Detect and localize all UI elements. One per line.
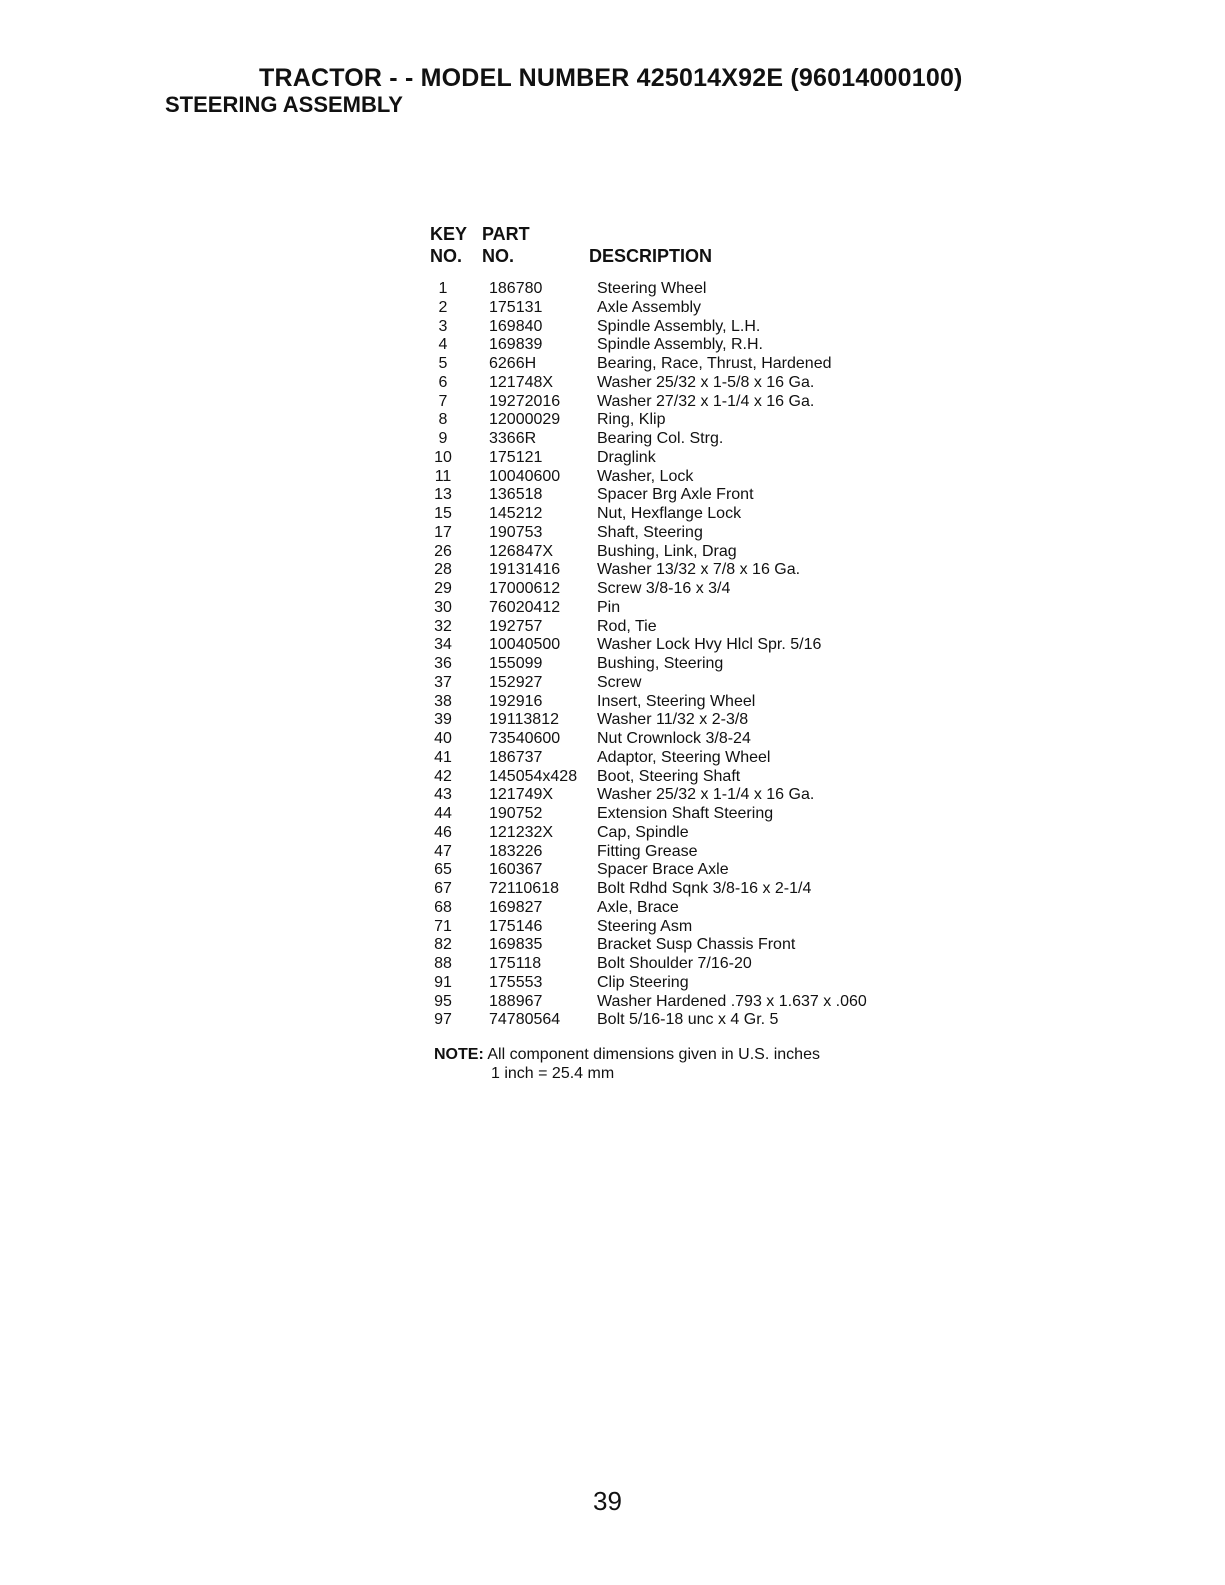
row-part-number: 19272016 (489, 392, 561, 410)
table-row (427, 786, 947, 805)
row-part-number: 19131416 (489, 561, 561, 579)
header-part-line2: NO. (482, 246, 515, 266)
row-description: Washer Lock Hvy Hlcl Spr. 5/16 (597, 636, 822, 654)
table-row (427, 1011, 947, 1030)
section-title: STEERING ASSEMBLY (165, 92, 403, 117)
row-part-number: 10040500 (489, 636, 561, 654)
row-key: 2 (438, 298, 448, 316)
row-key: 28 (434, 561, 452, 579)
row-key: 88 (434, 955, 452, 972)
row-key: 13 (434, 486, 452, 504)
row-description: Bushing, Steering (597, 655, 724, 672)
table-row (427, 580, 947, 599)
table-row (427, 861, 947, 880)
table-row (427, 336, 947, 355)
row-description: Screw (597, 673, 642, 691)
row-key: 29 (434, 580, 452, 597)
header-description: DESCRIPTION (589, 246, 713, 266)
row-part-number: 12000029 (489, 411, 561, 429)
header-key-line1: KEY (430, 224, 468, 244)
table-row (427, 974, 947, 993)
page-number: 39 (593, 1486, 622, 1516)
row-description: Bolt Shoulder 7/16-20 (597, 955, 752, 972)
note-label: NOTE: (434, 1046, 484, 1063)
row-key: 15 (434, 505, 452, 522)
row-part-number: 145054x428 (489, 767, 578, 785)
table-row (427, 374, 947, 393)
row-key: 10 (434, 448, 452, 466)
table-row (427, 486, 947, 505)
row-description: Bolt Rdhd Sqnk 3/8-16 x 2-1/4 (597, 880, 812, 897)
table-row (427, 543, 947, 562)
table-row (427, 936, 947, 955)
note-line2: 1 inch = 25.4 mm (491, 1065, 615, 1082)
row-description: Fitting Grease (597, 842, 698, 860)
row-key: 9 (438, 430, 448, 447)
row-part-number: 175131 (489, 298, 543, 316)
row-part-number: 169840 (489, 317, 543, 335)
row-description: Washer 13/32 x 7/8 x 16 Ga. (597, 561, 801, 579)
table-row (427, 693, 947, 712)
table-row (427, 711, 947, 730)
row-key: 17 (434, 523, 452, 541)
row-key: 46 (434, 823, 452, 841)
table-row (427, 636, 947, 655)
row-part-number: 190752 (489, 805, 543, 822)
row-description: Adaptor, Steering Wheel (597, 748, 771, 766)
row-part-number: 121749X (489, 786, 554, 804)
row-key: 40 (434, 730, 452, 747)
row-key: 91 (434, 973, 452, 991)
row-key: 47 (434, 842, 452, 860)
row-key: 5 (438, 355, 448, 372)
note-line1: All component dimensions given in U.S. inches (483, 1046, 820, 1063)
table-row (427, 749, 947, 768)
table-row (427, 411, 947, 430)
row-part-number: 17000612 (489, 580, 561, 597)
row-part-number: 160367 (489, 861, 543, 879)
row-key: 82 (434, 936, 452, 954)
table-row (427, 880, 947, 899)
table-row (427, 355, 947, 374)
row-part-number: 175553 (489, 973, 543, 991)
row-key: 39 (434, 711, 452, 729)
row-key: 30 (434, 598, 452, 616)
row-key: 32 (434, 617, 452, 635)
row-description: Boot, Steering Shaft (597, 767, 741, 785)
row-description: Ring, Klip (597, 411, 666, 429)
row-description: Clip Steering (597, 973, 689, 991)
row-key: 1 (438, 280, 448, 297)
row-part-number: 6266H (489, 355, 537, 372)
row-part-number: 190753 (489, 523, 543, 541)
row-key: 43 (434, 786, 452, 804)
row-description: Washer 11/32 x 2-3/8 (597, 711, 749, 729)
table-row (427, 280, 947, 299)
row-key: 65 (434, 861, 452, 879)
row-description: Extension Shaft Steering (597, 805, 774, 822)
table-row (427, 655, 947, 674)
row-description: Spindle Assembly, R.H. (597, 336, 763, 354)
header-key-line2: NO. (430, 246, 463, 266)
row-part-number: 169839 (489, 336, 543, 354)
row-description: Washer 25/32 x 1-5/8 x 16 Ga. (597, 373, 815, 391)
row-key: 42 (434, 767, 452, 785)
row-key: 97 (434, 1011, 452, 1029)
row-key: 44 (434, 805, 452, 822)
row-part-number: 136518 (489, 486, 543, 504)
table-row (427, 768, 947, 787)
row-part-number: 169835 (489, 936, 543, 954)
row-description: Cap, Spindle (597, 823, 689, 841)
row-part-number: 192757 (489, 617, 543, 635)
table-row (427, 824, 947, 843)
table-row (427, 430, 947, 449)
table-row (427, 993, 947, 1012)
row-description: Washer 25/32 x 1-1/4 x 16 Ga. (597, 786, 815, 804)
table-row (427, 730, 947, 749)
table-row (427, 468, 947, 487)
row-description: Bracket Susp Chassis Front (597, 936, 796, 954)
table-row (427, 674, 947, 693)
row-part-number: 155099 (489, 655, 543, 672)
row-description: Spindle Assembly, L.H. (597, 317, 761, 335)
row-part-number: 175146 (489, 917, 543, 935)
row-part-number: 121748X (489, 373, 554, 391)
row-description: Rod, Tie (597, 617, 657, 635)
table-row (427, 318, 947, 337)
table-row (427, 505, 947, 524)
table-row (427, 561, 947, 580)
header-part-line1: PART (482, 224, 530, 244)
row-description: Axle, Brace (597, 898, 679, 916)
row-part-number: 10040600 (489, 467, 561, 485)
row-key: 3 (438, 317, 448, 335)
row-part-number: 19113812 (489, 711, 559, 729)
table-row (427, 299, 947, 318)
row-key: 71 (434, 917, 452, 935)
row-part-number: 73540600 (489, 730, 561, 747)
table-row (427, 955, 947, 974)
row-key: 7 (438, 392, 448, 410)
row-part-number: 169827 (489, 898, 543, 916)
table-row (427, 449, 947, 468)
parts-list-rows (427, 280, 947, 1030)
row-key: 38 (434, 692, 452, 710)
table-row (427, 805, 947, 824)
parts-list (427, 224, 947, 1029)
row-description: Bolt 5/16-18 unc x 4 Gr. 5 (597, 1011, 779, 1029)
row-key: 95 (434, 992, 452, 1010)
table-row (427, 843, 947, 862)
row-description: Bearing, Race, Thrust, Hardened (597, 355, 832, 372)
row-key: 67 (434, 880, 452, 897)
row-description: Washer 27/32 x 1-1/4 x 16 Ga. (597, 392, 815, 410)
row-key: 68 (434, 898, 452, 916)
table-row (427, 393, 947, 412)
row-part-number: 72110618 (489, 880, 559, 897)
table-row (427, 524, 947, 543)
row-description: Steering Asm (597, 917, 693, 935)
row-part-number: 126847X (489, 542, 554, 560)
row-part-number: 145212 (489, 505, 543, 522)
row-key: 6 (438, 373, 448, 391)
row-description: Bearing Col. Strg. (597, 430, 724, 447)
table-row (427, 618, 947, 637)
row-description: Draglink (597, 448, 656, 466)
row-description: Washer, Lock (597, 467, 694, 485)
row-description: Bushing, Link, Drag (597, 542, 737, 560)
row-part-number: 186737 (489, 748, 543, 766)
row-description: Screw 3/8-16 x 3/4 (597, 580, 731, 597)
row-description: Spacer Brace Axle (597, 861, 729, 879)
row-part-number: 175118 (489, 955, 542, 972)
row-key: 36 (434, 655, 452, 672)
table-row (427, 918, 947, 937)
row-key: 34 (434, 636, 452, 654)
row-key: 26 (434, 542, 452, 560)
parts-list-header (427, 224, 947, 268)
row-key: 37 (434, 673, 452, 691)
row-part-number: 74780564 (489, 1011, 561, 1029)
row-part-number: 175121 (489, 448, 543, 466)
row-key: 41 (434, 748, 452, 766)
page-title: TRACTOR - - MODEL NUMBER 425014X92E (96014000100) (259, 64, 963, 92)
row-key: 11 (434, 467, 452, 485)
row-description: Insert, Steering Wheel (597, 692, 756, 710)
row-description: Nut Crownlock 3/8-24 (597, 730, 751, 747)
row-description: Nut, Hexflange Lock (597, 505, 742, 522)
row-description: Shaft, Steering (597, 523, 703, 541)
row-part-number: 192916 (489, 692, 543, 710)
row-description: Spacer Brg Axle Front (597, 486, 754, 504)
row-key: 4 (438, 336, 448, 354)
row-description: Steering Wheel (597, 280, 707, 297)
row-part-number: 3366R (489, 430, 537, 447)
row-part-number: 188967 (489, 992, 543, 1010)
row-part-number: 186780 (489, 280, 543, 297)
row-part-number: 76020412 (489, 598, 561, 616)
row-key: 8 (438, 411, 448, 429)
row-description: Washer Hardened .793 x 1.637 x .060 (597, 992, 867, 1010)
row-description: Pin (597, 598, 621, 616)
table-row (427, 899, 947, 918)
row-part-number: 121232X (489, 823, 554, 841)
row-part-number: 183226 (489, 842, 543, 860)
row-description: Axle Assembly (597, 298, 702, 316)
note (434, 1045, 820, 1083)
row-part-number: 152927 (489, 673, 543, 691)
table-row (427, 599, 947, 618)
